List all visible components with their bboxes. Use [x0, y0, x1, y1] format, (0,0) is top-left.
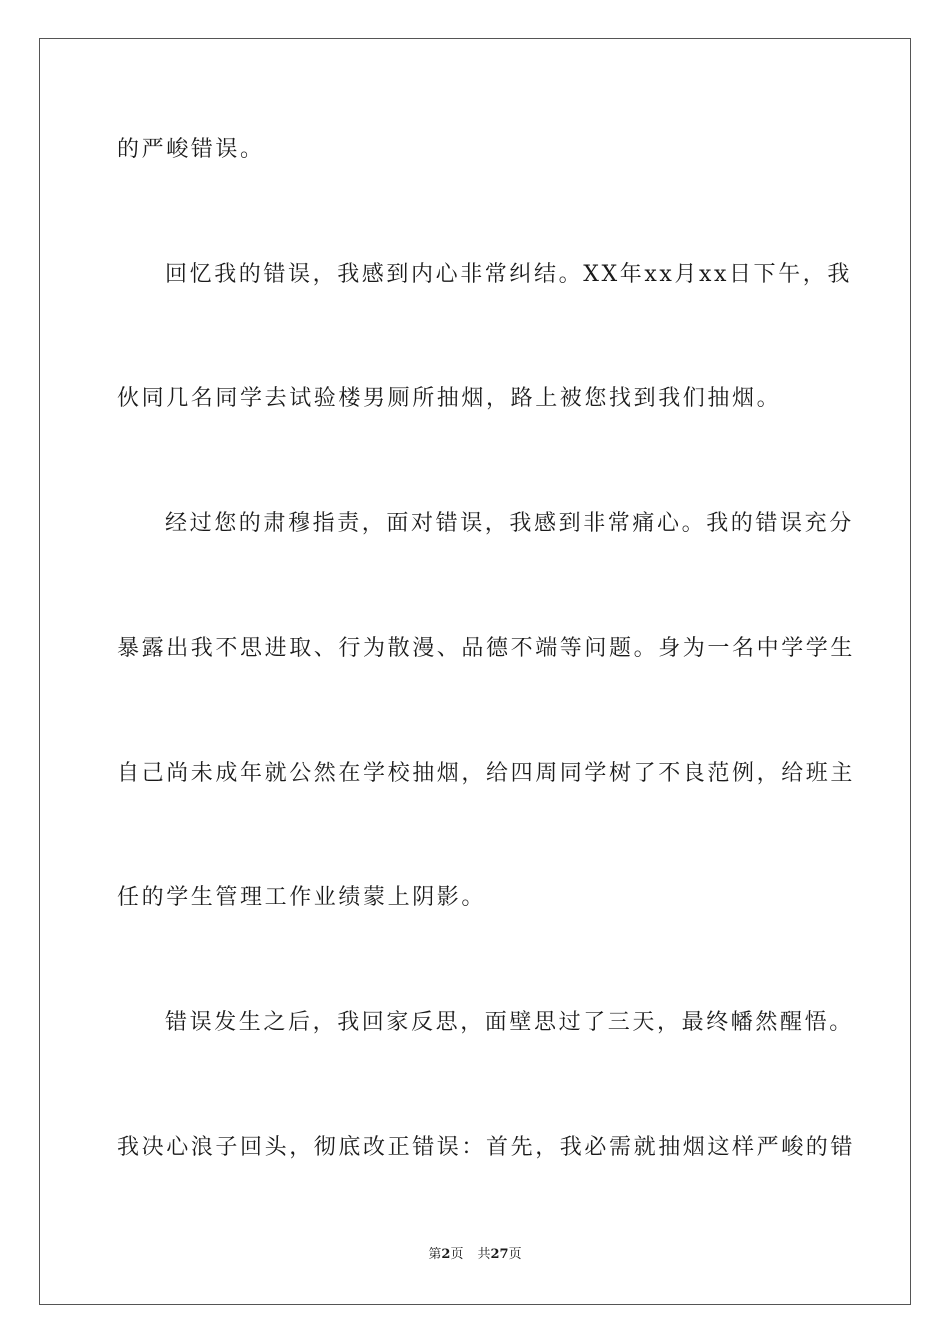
- body-line-9: 我决心浪子回头，彻底改正错误：首先，我必需就抽烟这样严峻的错: [117, 1135, 856, 1160]
- page-suffix: 页: [450, 1247, 464, 1262]
- body-line-8: 错误发生之后，我回家反思，面壁思过了三天，最终幡然醒悟。: [165, 1010, 854, 1035]
- body-line-7: 任的学生管理工作业绩蒙上阴影。: [117, 885, 487, 910]
- body-line-2: 回忆我的错误，我感到内心非常纠结。XX年xx月xx日下午，我: [165, 262, 852, 287]
- body-line-1: 的严峻错误。: [117, 137, 265, 162]
- total-prefix: 共: [477, 1247, 491, 1262]
- body-line-5: 暴露出我不思进取、行为散漫、品德不端等问题。身为一名中学学生: [117, 636, 856, 661]
- page-number: 2: [441, 1247, 451, 1262]
- page-footer: [0, 1246, 950, 1264]
- page-prefix: 第: [428, 1247, 442, 1262]
- total-suffix: 页: [508, 1247, 522, 1262]
- body-line-3: 伙同几名同学去试验楼男厕所抽烟，路上被您找到我们抽烟。: [117, 386, 782, 411]
- body-line-6: 自己尚未成年就公然在学校抽烟，给四周同学树了不良范例，给班主: [117, 761, 856, 786]
- total-pages: 27: [490, 1247, 509, 1262]
- page-border: [39, 38, 911, 1305]
- body-line-4: 经过您的肃穆指责，面对错误，我感到非常痛心。我的错误充分: [165, 511, 854, 536]
